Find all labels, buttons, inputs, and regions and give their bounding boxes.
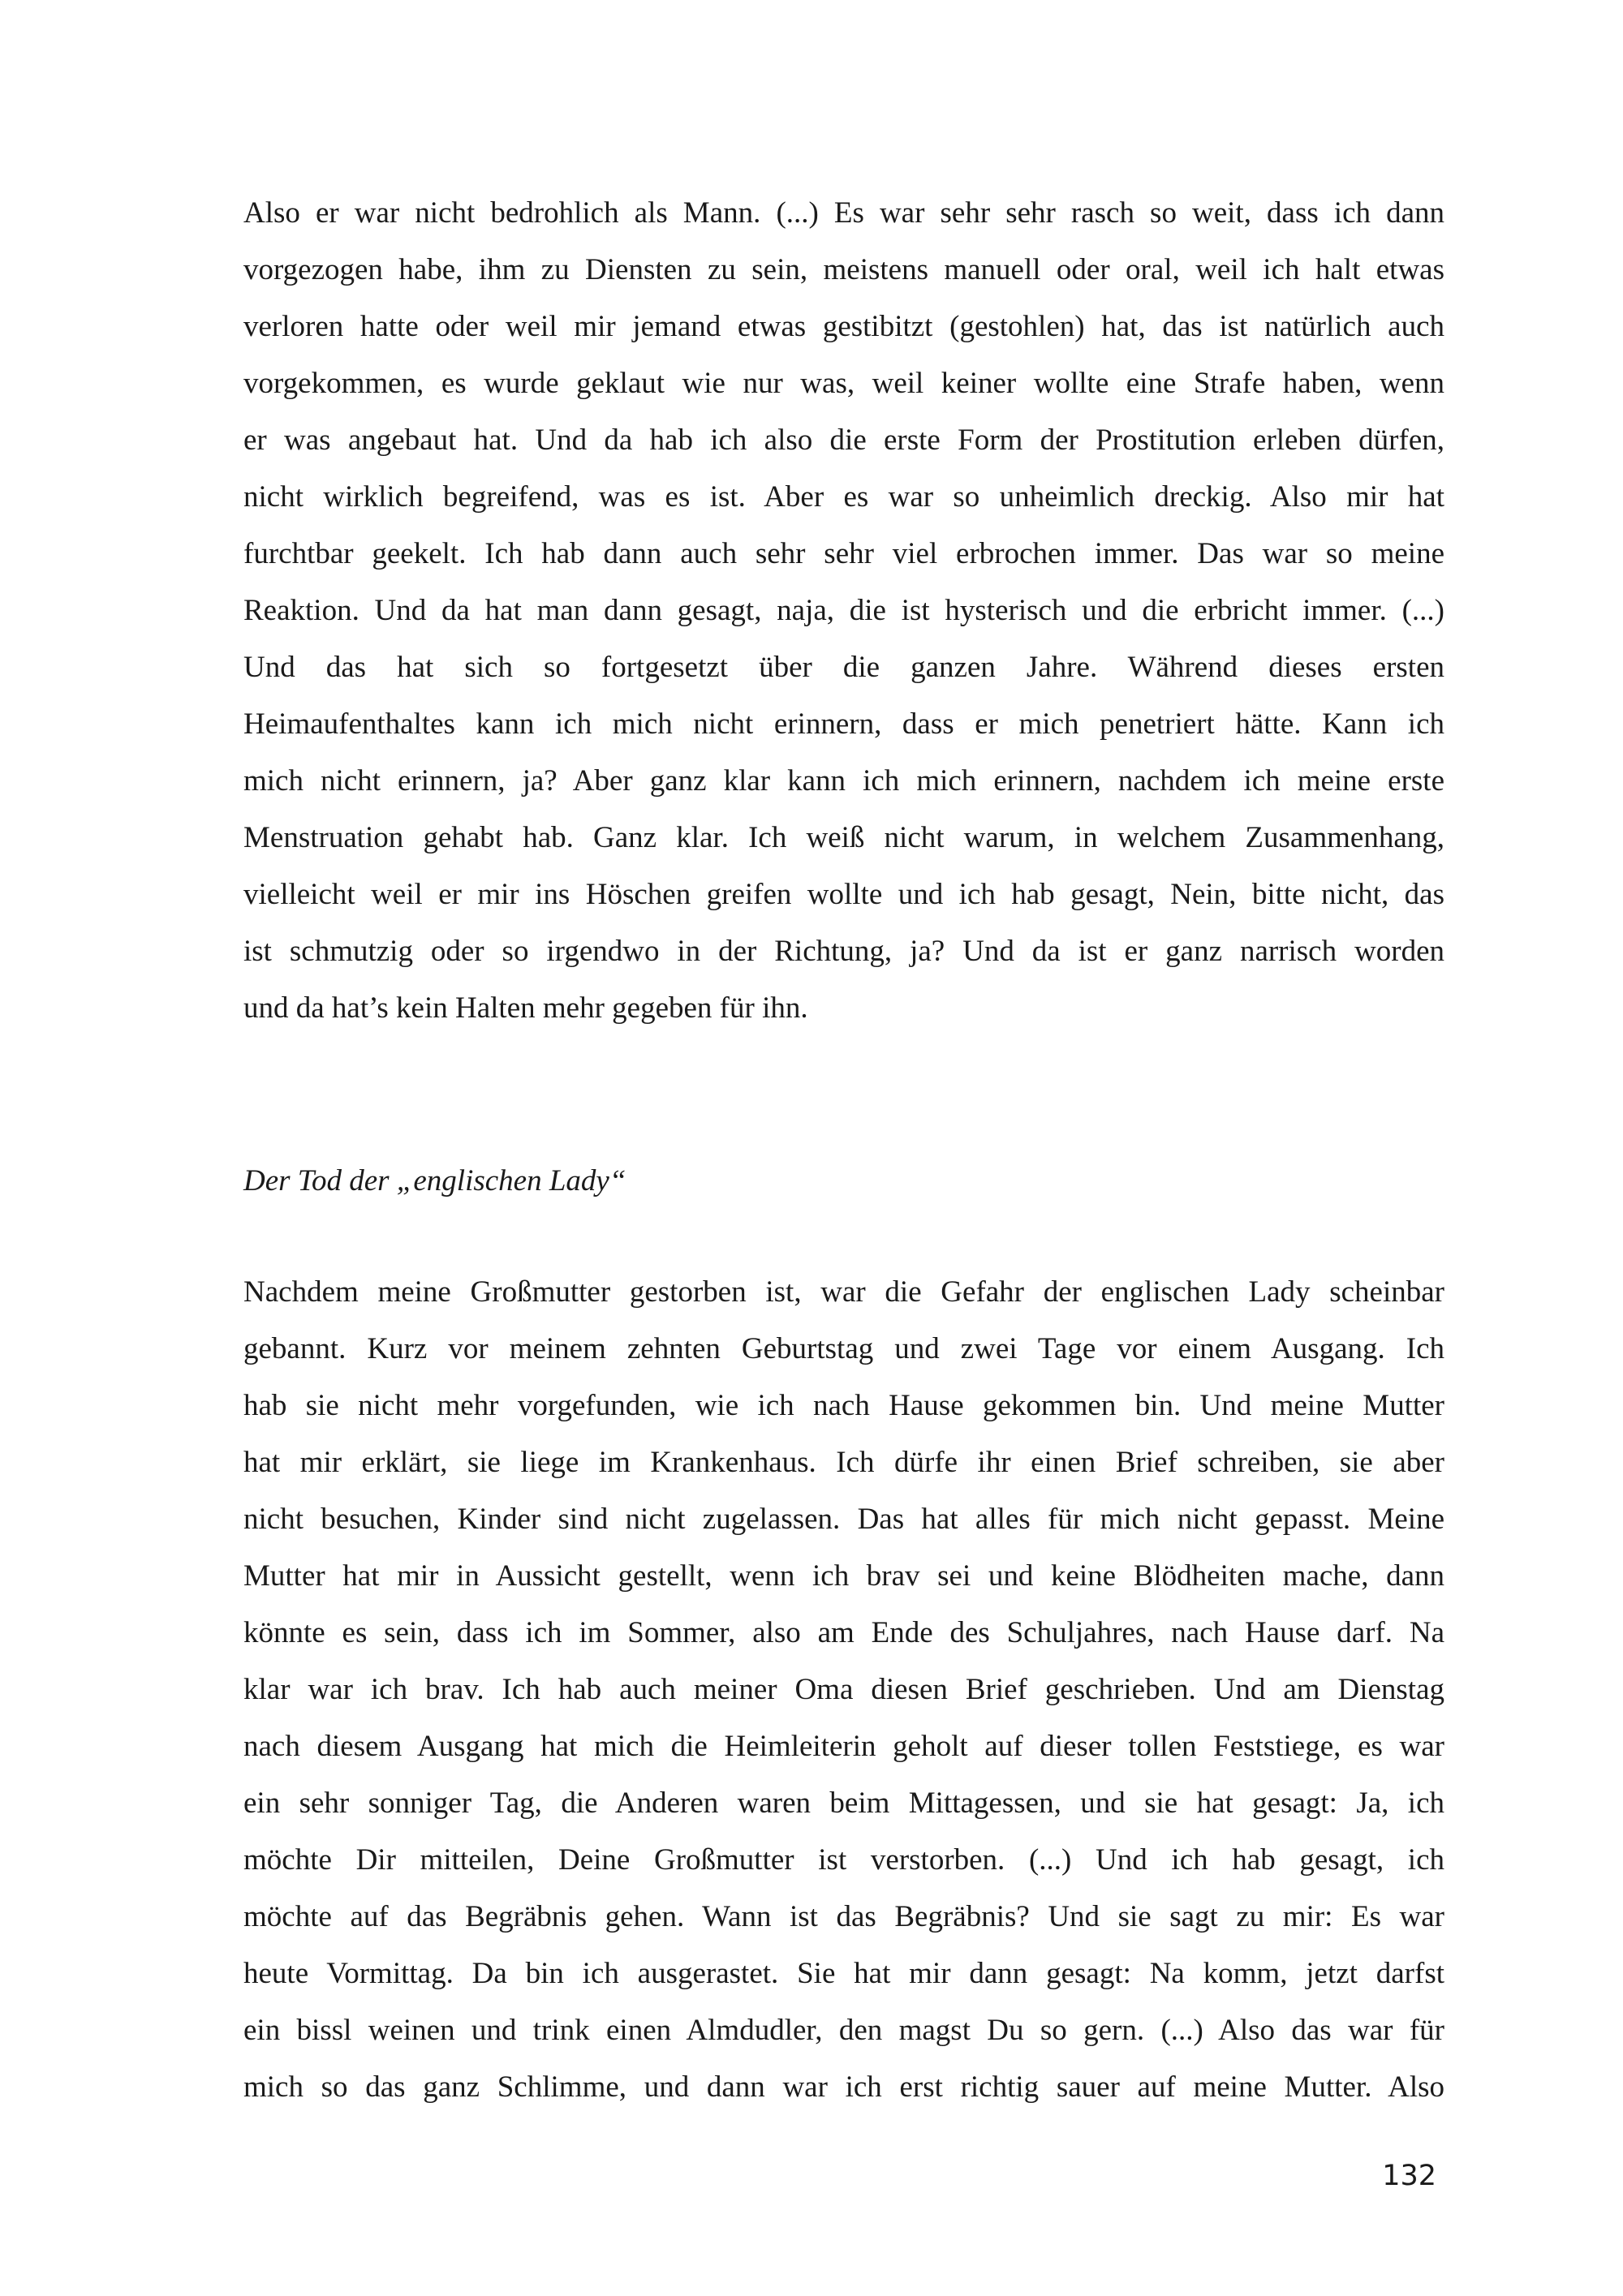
- paragraph-line: hab sie nicht mehr vorgefunden, wie ich nach Hause gekommen bin. Und meine Mutter: [243, 1389, 1444, 1422]
- paragraph-1: [243, 185, 1444, 1037]
- paragraph-line: nicht besuchen, Kinder sind nicht zugelassen. Das hat alles für mich nicht gepasst. Meine: [243, 1503, 1444, 1536]
- paragraph-line: klar war ich brav. Ich hab auch meiner Oma diesen Brief geschrieben. Und am Dienstag: [243, 1673, 1444, 1706]
- paragraph-line: vorgekommen, es wurde geklaut wie nur was, weil keiner wollte eine Strafe haben, wenn: [243, 367, 1444, 400]
- paragraph-line: er was angebaut hat. Und da hab ich also die erste Form der Prostitution erleben dürfen,: [243, 424, 1444, 457]
- paragraph-line: möchte Dir mitteilen, Deine Großmutter ist verstorben. (...) Und ich hab gesagt, ich: [243, 1843, 1444, 1877]
- paragraph-2: [243, 1264, 1444, 2116]
- paragraph-line: Und das hat sich so fortgesetzt über die ganzen Jahre. Während dieses ersten: [243, 651, 1444, 684]
- paragraph-line: mich so das ganz Schlimme, und dann war ich erst richtig sauer auf meine Mutter. Also: [243, 2070, 1444, 2104]
- paragraph-line: gebannt. Kurz vor meinem zehnten Geburtstag und zwei Tage vor einem Ausgang. Ich: [243, 1332, 1444, 1365]
- paragraph-line: ein sehr sonniger Tag, die Anderen waren beim Mittagessen, und sie hat gesagt: Ja, ich: [243, 1786, 1444, 1820]
- paragraph-line: nach diesem Ausgang hat mich die Heimleiterin geholt auf dieser tollen Feststiege, es war: [243, 1730, 1444, 1763]
- paragraph-line: nicht wirklich begreifend, was es ist. Aber es war so unheimlich dreckig. Also mir hat: [243, 480, 1444, 514]
- paragraph-line: möchte auf das Begräbnis gehen. Wann ist das Begräbnis? Und sie sagt zu mir: Es war: [243, 1900, 1444, 1933]
- paragraph-line: Reaktion. Und da hat man dann gesagt, naja, die ist hysterisch und die erbricht immer. (...): [243, 594, 1444, 627]
- paragraph-line: vorgezogen habe, ihm zu Diensten zu sein, meistens manuell oder oral, weil ich halt etwas: [243, 253, 1444, 286]
- paragraph-line: Mutter hat mir in Aussicht gestellt, wenn ich brav sei und keine Blödheiten mache, dann: [243, 1559, 1444, 1593]
- paragraph-line: Menstruation gehabt hab. Ganz klar. Ich weiß nicht warum, in welchem Zusammenhang,: [243, 821, 1444, 854]
- paragraph-line: ist schmutzig oder so irgendwo in der Richtung, ja? Und da ist er ganz narrisch worden: [243, 935, 1444, 968]
- paragraph-line: und da hat’s kein Halten mehr gegeben für ihn.: [243, 991, 808, 1025]
- paragraph-line: verloren hatte oder weil mir jemand etwas gestibitzt (gestohlen) hat, das ist natürlich auch: [243, 310, 1444, 343]
- section-heading: Der Tod der „englischen Lady“: [243, 1164, 626, 1197]
- paragraph-line: Nachdem meine Großmutter gestorben ist, war die Gefahr der englischen Lady scheinbar: [243, 1275, 1444, 1309]
- paragraph-line: ein bissl weinen und trink einen Almdudler, den magst Du so gern. (...) Also das war für: [243, 2014, 1444, 2047]
- paragraph-line: könnte es sein, dass ich im Sommer, also am Ende des Schuljahres, nach Hause darf. Na: [243, 1616, 1444, 1649]
- paragraph-line: furchtbar geekelt. Ich hab dann auch sehr sehr viel erbrochen immer. Das war so meine: [243, 537, 1444, 570]
- paragraph-line: Heimaufenthaltes kann ich mich nicht erinnern, dass er mich penetriert hätte. Kann ich: [243, 707, 1444, 741]
- paragraph-line: heute Vormittag. Da bin ich ausgerastet. Sie hat mir dann gesagt: Na komm, jetzt darfst: [243, 1957, 1444, 1990]
- page-number: 132: [1382, 2160, 1436, 2192]
- paragraph-line: hat mir erklärt, sie liege im Krankenhaus. Ich dürfe ihr einen Brief schreiben, sie aber: [243, 1446, 1444, 1479]
- paragraph-line: mich nicht erinnern, ja? Aber ganz klar kann ich mich erinnern, nachdem ich meine erste: [243, 764, 1444, 798]
- paragraph-line: vielleicht weil er mir ins Höschen greifen wollte und ich hab gesagt, Nein, bitte nicht, das: [243, 878, 1444, 911]
- paragraph-line: Also er war nicht bedrohlich als Mann. (...) Es war sehr sehr rasch so weit, dass ich dann: [243, 196, 1444, 230]
